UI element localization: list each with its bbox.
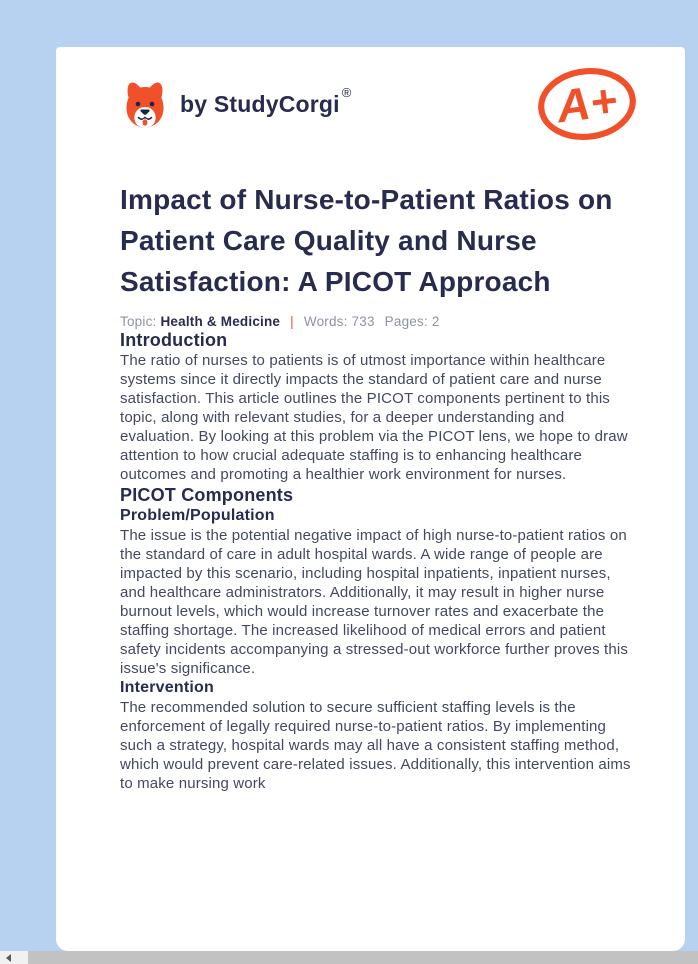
corgi-icon [120,74,170,134]
pages-count: Pages: 2 [384,314,440,329]
topic-value: Health & Medicine [160,314,281,329]
header [120,63,640,145]
brand-name-text: by StudyCorgi [180,90,340,117]
section-heading-problem-population: Problem/Population [120,507,275,524]
section-heading-picot-components: PICOT Components [120,485,294,505]
section-heading-intervention: Intervention [120,679,214,696]
horizontal-scrollbar[interactable] [0,951,698,964]
scroll-left-button[interactable] [0,951,16,964]
section-heading-introduction: Introduction [120,330,228,350]
paragraph-introduction: The ratio of nurses to patients is of utmost importance within healthcare systems since it directly impacts the standard of patient care and nurse satisfaction. This article outlines the PICOT components pertinent to this topic, along with relevant studies, for a deeper understanding and evaluation. By looking at this problem via the PICOT lens, we hope to draw attention to how crucial adequate staffing is to enhancing healthcare outcomes and promoting a healthier work environment for nurses. [120,352,628,483]
horizontal-scrollbar-thumb[interactable] [28,951,698,964]
paragraph-intervention: The recommended solution to secure sufficient staffing levels is the enforcement of legally required nurse-to-patient ratios. By implementing such a strategy, hospital wards may all have a consistent staffing method, which would prevent care-related issues. Additionally, this intervention aims to make nursing work [120,699,631,792]
meta-separator: | [290,314,294,329]
brand-group [120,74,352,134]
article-meta [120,314,640,329]
page-title: Impact of Nurse-to-Patient Ratios on Patient Care Quality and Nurse Satisfaction: A PICOT Approach [120,184,613,297]
svg-text:A+: A+ [553,73,620,133]
left-arrow-icon [6,954,11,962]
brand-name [180,84,352,118]
words-count: Words: 733 [303,314,375,329]
topic-label: Topic: [120,314,157,329]
content-card [56,47,685,951]
paragraph-problem-population: The issue is the potential negative impact of high nurse-to-patient ratios on the standard of care in adult hospital wards. A wide range of people are impacted by this scenario, including hospital inpatients, inpatient nurses, and healthcare administrators. Additionally, it may result in higher nurse burnout levels, which would increase turnover rates and exacerbate the staffing shortage. The increased likelihood of medical errors and patient safety incidents accompanying a stressed-out workforce further proves this issue's significance. [120,527,628,677]
a-plus-grade-icon [534,63,640,145]
registered-mark: ® [341,84,352,100]
